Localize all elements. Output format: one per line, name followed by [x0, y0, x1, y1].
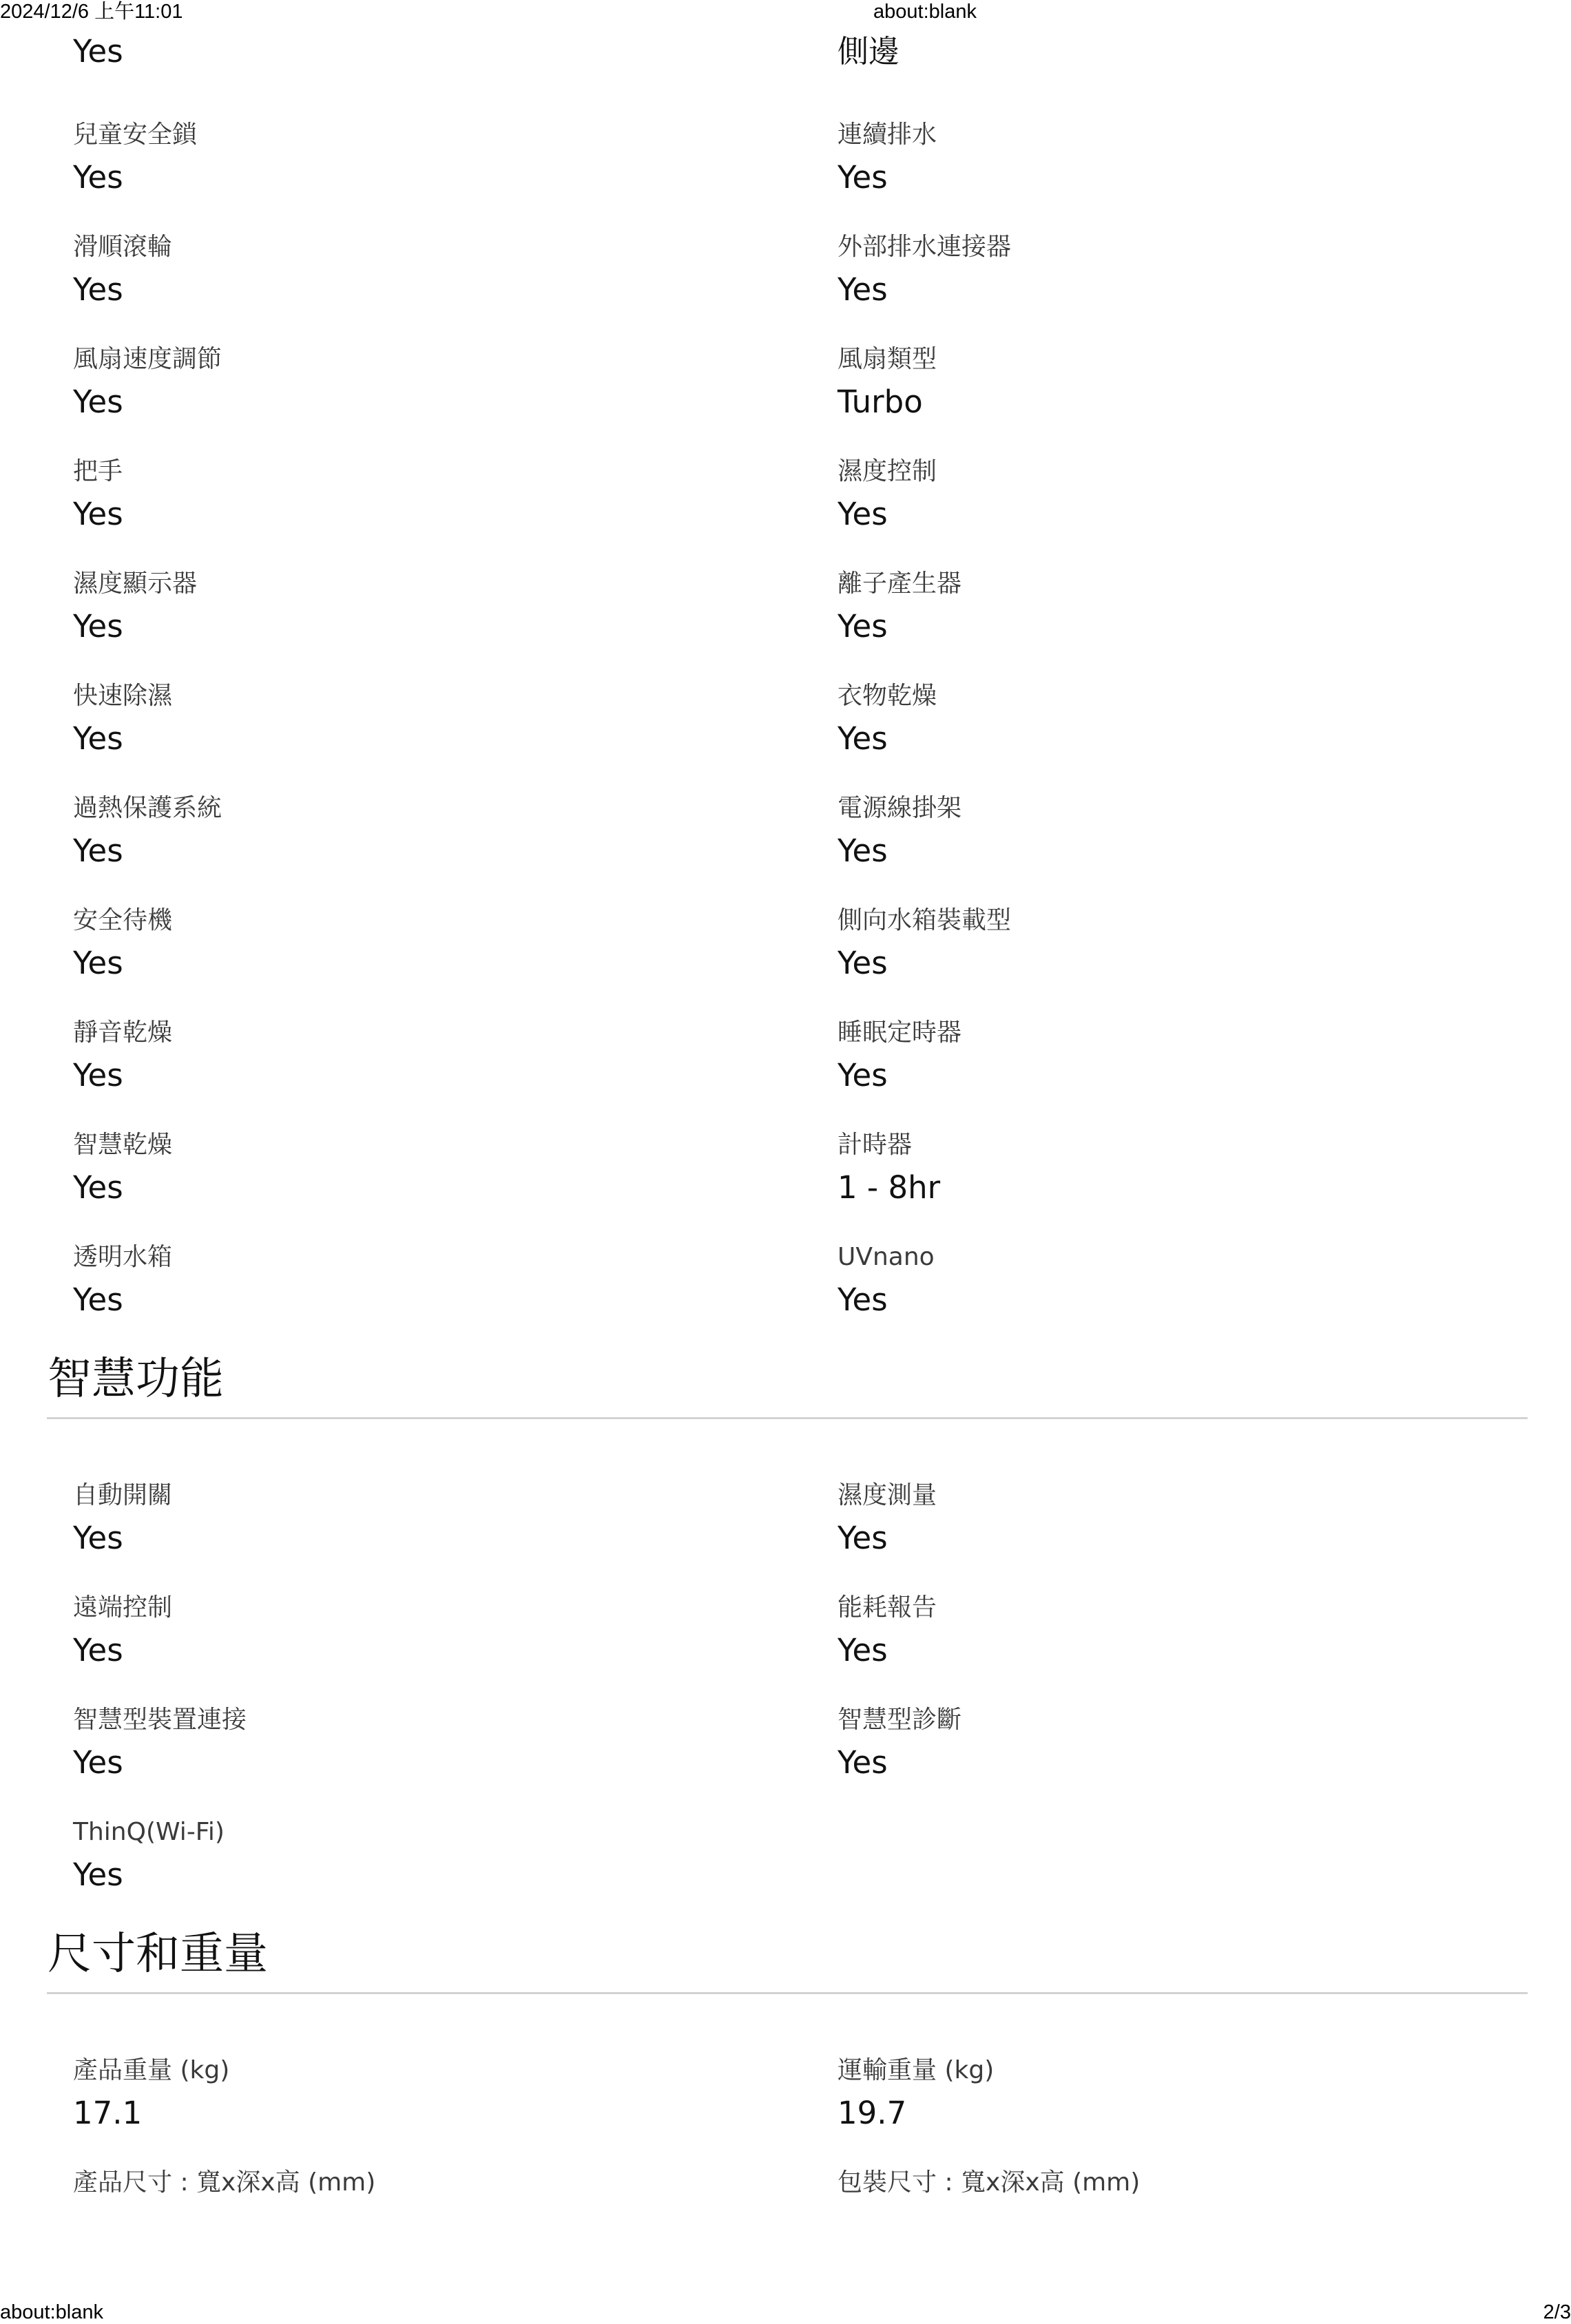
spec-item-auto-on-off — [73, 1474, 837, 1587]
spec-value: Yes — [837, 1632, 888, 1668]
spec-item-child-lock — [73, 114, 837, 226]
spec-value: Yes — [73, 608, 123, 645]
spec-item-thinq-wifi — [73, 1811, 837, 1923]
spec-label: 產品尺寸 : 寬x深x高 (mm) — [73, 2168, 376, 2197]
spec-label: 衣物乾燥 — [837, 682, 937, 710]
spec-label: 遠端控制 — [73, 1593, 173, 1622]
spec-item-product-dimensions — [73, 2161, 837, 2274]
spec-value: Yes — [837, 1281, 888, 1318]
spec-item — [73, 21, 837, 114]
spec-label: ThinQ(Wi-Fi) — [73, 1818, 225, 1846]
spec-label: 睡眠定時器 — [837, 1018, 962, 1047]
spec-page-content — [0, 21, 1571, 2274]
spec-label: 安全待機 — [73, 906, 173, 934]
section-title: 尺寸和重量 — [48, 1929, 268, 1980]
spec-item-ionizer — [837, 563, 1571, 675]
spec-label: 連續排水 — [837, 121, 937, 149]
spec-value: Yes — [837, 608, 888, 645]
spec-item-package-dimensions — [837, 2161, 1571, 2274]
spec-item-fan-type — [837, 338, 1571, 450]
spec-label: 風扇速度調節 — [73, 345, 222, 373]
dimensions-spec-grid — [73, 2049, 1571, 2274]
spec-label: 把手 — [73, 457, 123, 485]
spec-item — [837, 21, 1571, 114]
spec-item-shipping-weight — [837, 2049, 1571, 2161]
spec-item-sleep-timer — [837, 1012, 1571, 1124]
print-footer-url: about:blank — [0, 2301, 103, 2323]
spec-item-cord-holder — [837, 787, 1571, 899]
spec-label: 離子產生器 — [837, 569, 962, 598]
spec-item-external-drain-connector — [837, 226, 1571, 338]
spec-item-rapid-dehumidify — [73, 675, 837, 787]
spec-label: 風扇類型 — [837, 345, 937, 373]
spec-value: Yes — [73, 1169, 123, 1206]
section-title: 智慧功能 — [48, 1354, 224, 1405]
spec-value: Yes — [73, 159, 123, 196]
spec-item-humidity-display — [73, 563, 837, 675]
spec-label: 計時器 — [837, 1131, 913, 1159]
spec-item-handle — [73, 450, 837, 563]
spec-item-smart-device-link — [73, 1699, 837, 1811]
spec-label: 透明水箱 — [73, 1243, 173, 1271]
print-page-url: about:blank — [873, 1, 977, 23]
spec-grid-top — [73, 21, 1571, 114]
spec-label: 靜音乾燥 — [73, 1018, 173, 1047]
spec-label: 包裝尺寸 : 寬x深x高 (mm) — [837, 2168, 1141, 2197]
spec-value: Yes — [837, 159, 888, 196]
spec-item-remote-control — [73, 1587, 837, 1699]
spec-value: Yes — [73, 833, 123, 869]
spec-value: Yes — [73, 1632, 123, 1668]
spec-label: 濕度顯示器 — [73, 569, 198, 598]
spec-item-humidity-measure — [837, 1474, 1571, 1587]
spec-item-humidity-control — [837, 450, 1571, 563]
spec-value: Yes — [73, 271, 123, 308]
spec-label: 產品重量 (kg) — [73, 2056, 230, 2084]
spec-value: Yes — [73, 384, 123, 420]
spec-label: 過熱保護系統 — [73, 794, 222, 822]
spec-label: 快速除濕 — [73, 682, 173, 710]
spec-item-clothes-drying — [837, 675, 1571, 787]
spec-label: 濕度測量 — [837, 1481, 937, 1509]
spec-value: 19.7 — [837, 2095, 907, 2131]
print-footer — [0, 2301, 1571, 2324]
spec-value: 側邊 — [837, 33, 900, 70]
spec-label: 側向水箱裝載型 — [837, 906, 1012, 934]
spec-value: Yes — [837, 496, 888, 532]
spec-label: 智慧型診斷 — [837, 1706, 962, 1734]
spec-label: 兒童安全鎖 — [73, 121, 198, 149]
spec-label: 智慧乾燥 — [73, 1131, 173, 1159]
spec-value: Yes — [837, 1744, 888, 1781]
spec-label: UVnano — [837, 1243, 935, 1271]
features-spec-grid — [73, 114, 1571, 1348]
spec-value: Yes — [73, 1856, 123, 1893]
spec-item-smart-drying — [73, 1124, 837, 1236]
spec-item-uvnano — [837, 1236, 1571, 1348]
smart-spec-grid — [73, 1474, 1571, 1923]
spec-value: Yes — [837, 1520, 888, 1556]
spec-value: Yes — [837, 271, 888, 308]
spec-value: Yes — [73, 945, 123, 981]
spec-item-energy-report — [837, 1587, 1571, 1699]
print-page-number: 2/3 — [1543, 2301, 1571, 2323]
spec-item-smart-diagnosis — [837, 1699, 1571, 1811]
spec-value — [837, 2204, 1571, 2247]
spec-item-transparent-tank — [73, 1236, 837, 1348]
spec-value: Yes — [73, 1281, 123, 1318]
spec-label: 濕度控制 — [837, 457, 937, 485]
spec-value: Yes — [73, 33, 123, 70]
dimensions-weight-section — [0, 1919, 1571, 2274]
spec-item-product-weight — [73, 2049, 837, 2161]
spec-label: 滑順滾輪 — [73, 233, 173, 261]
spec-value: Yes — [837, 720, 888, 757]
spec-item-timer — [837, 1124, 1571, 1236]
spec-item-safe-standby — [73, 899, 837, 1012]
spec-item-smooth-wheels — [73, 226, 837, 338]
spec-value: Yes — [73, 1057, 123, 1093]
print-header — [0, 0, 1571, 23]
spec-value — [73, 2204, 837, 2247]
spec-item-fan-speed — [73, 338, 837, 450]
spec-value: Yes — [73, 720, 123, 757]
spec-label: 自動開關 — [73, 1481, 173, 1509]
spec-label: 運輸重量 (kg) — [837, 2056, 995, 2084]
spec-item-continuous-drain — [837, 114, 1571, 226]
spec-value: Yes — [73, 1744, 123, 1781]
spec-label: 外部排水連接器 — [837, 233, 1012, 261]
spec-label: 能耗報告 — [837, 1593, 937, 1622]
print-datetime: 2024/12/6 上午11:01 — [0, 1, 183, 23]
spec-value: 1 - 8hr — [837, 1169, 941, 1206]
spec-value: Yes — [837, 833, 888, 869]
spec-value: Turbo — [837, 384, 923, 420]
spec-item-side-tank-loading — [837, 899, 1571, 1012]
smart-features-section — [0, 1344, 1571, 1923]
spec-value: Yes — [837, 945, 888, 981]
spec-item-silent-drying — [73, 1012, 837, 1124]
spec-value: Yes — [837, 1057, 888, 1093]
spec-label: 智慧型裝置連接 — [73, 1706, 247, 1734]
spec-value: 17.1 — [73, 2095, 143, 2131]
spec-item-overheat-protection — [73, 787, 837, 899]
spec-label: 電源線掛架 — [837, 794, 962, 822]
spec-value: Yes — [73, 1520, 123, 1556]
spec-value: Yes — [73, 496, 123, 532]
